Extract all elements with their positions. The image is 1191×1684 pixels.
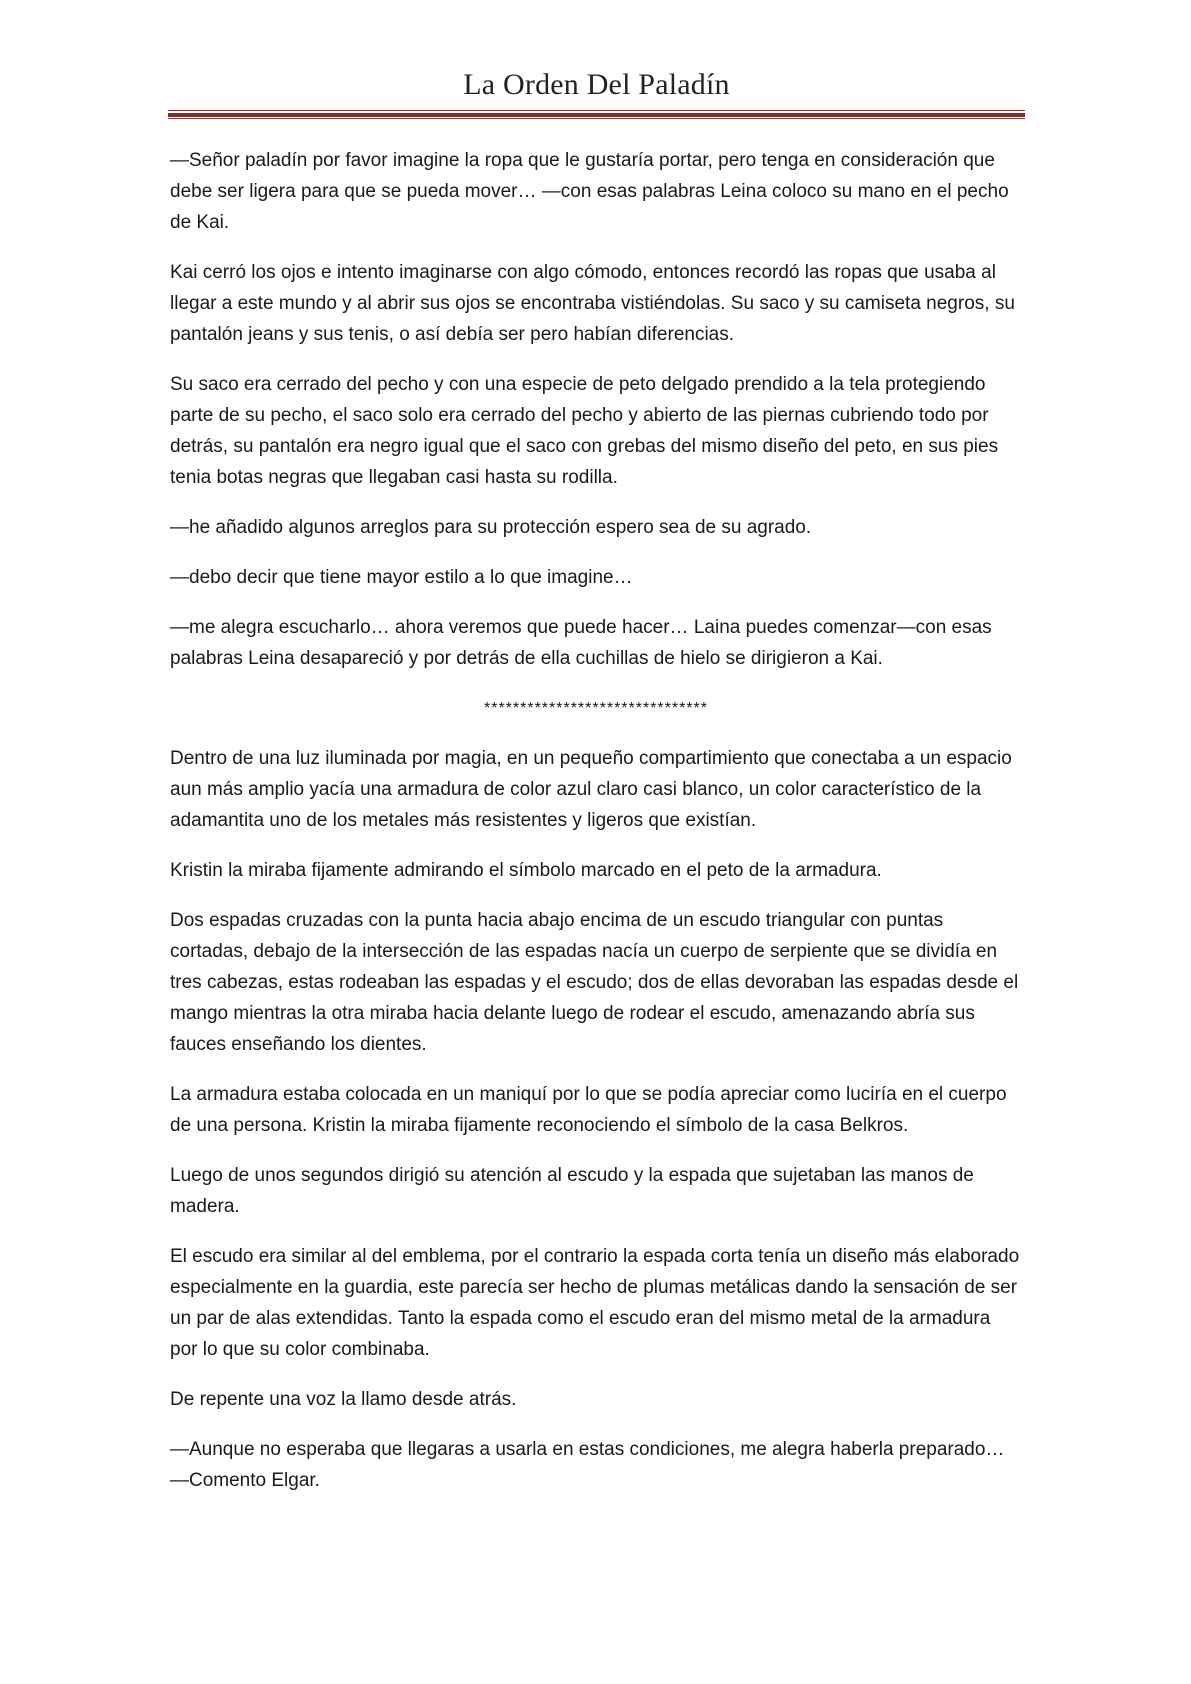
paragraph: —debo decir que tiene mayor estilo a lo que imagine… (170, 567, 633, 588)
paragraph: Dentro de una luz iluminada por magia, en un pequeño compartimiento que conectaba a un espacio aun más amplio yacía una armadura de color azul claro casi blanco, un color característico de la adamantita uno de los metales más resistentes y ligeros que existían. (170, 748, 1012, 831)
paragraph: La armadura estaba colocada en un maniquí por lo que se podía apreciar como luciría en el cuerpo de una persona. Kristin la miraba fijamente reconociendo el símbolo de la casa Belkros. (170, 1084, 1007, 1136)
paragraph: Su saco era cerrado del pecho y con una especie de peto delgado prendido a la tela protegiendo parte de su pecho, el saco solo era cerrado del pecho y abierto de las piernas cubriendo todo por detrás, su pantalón era negro igual que el saco con grebas del mismo diseño del peto, en sus pies tenia botas negras que llegaban casi hasta su rodilla. (170, 374, 999, 488)
paragraph: El escudo era similar al del emblema, por el contrario la espada corta tenía un diseño más elaborado especialmente en la guardia, este parecía ser hecho de plumas metálicas dando la sensación de ser un par de alas extendidas. Tanto la espada como el escudo eran del mismo metal de la armadura por lo que su color combinaba. (170, 1246, 1020, 1360)
header-rule-thin-top (168, 110, 1025, 111)
paragraph: —Aunque no esperaba que llegaras a usarla en estas condiciones, me alegra haberla preparado… —Comento Elgar. (170, 1439, 1005, 1491)
paragraph: —me alegra escucharlo… ahora veremos que puede hacer… Laina puedes comenzar—con esas palabras Leina desapareció y por detrás de ella cuchillas de hielo se dirigieron a Kai. (170, 617, 992, 669)
paragraph: Luego de unos segundos dirigió su atención al escudo y la espada que sujetaban las manos de madera. (170, 1165, 974, 1217)
paragraph: Kai cerró los ojos e intento imaginarse con algo cómodo, entonces recordó las ropas que usaba al llegar a este mundo y al abrir sus ojos se encontraba vistiéndolas. Su saco y su camiseta negros, su pantalón jeans y sus tenis, o así debía ser pero habían diferencias. (170, 262, 1015, 345)
paragraph: —he añadido algunos arreglos para su protección espero sea de su agrado. (170, 517, 812, 538)
page-title: La Orden Del Paladín (463, 68, 730, 101)
header-rule-thin-bottom (168, 118, 1025, 119)
header-rule-thick (168, 113, 1025, 117)
body-text (170, 145, 1022, 1515)
header-rule (168, 110, 1025, 119)
page-header (168, 66, 1025, 122)
paragraph: Dos espadas cruzadas con la punta hacia abajo encima de un escudo triangular con puntas cortadas, debajo de la intersección de las espadas nacía un cuerpo de serpiente que se dividía en tres cabezas, estas rodeaban las espadas y el escudo; dos de ellas devoraban las espadas desde el mango mientras la otra miraba hacia delante luego de rodear el escudo, amenazando abría sus fauces enseñando los dientes. (170, 910, 1019, 1055)
paragraph: —Señor paladín por favor imagine la ropa que le gustaría portar, pero tenga en consideración que debe ser ligera para que se pueda mover… —con esas palabras Leina coloco su mano en el pecho de Kai. (170, 150, 1009, 233)
paragraph: De repente una voz la llamo desde atrás. (170, 1389, 517, 1410)
scene-separator: ******************************* (483, 700, 709, 717)
paragraph: Kristin la miraba fijamente admirando el símbolo marcado en el peto de la armadura. (170, 860, 882, 881)
